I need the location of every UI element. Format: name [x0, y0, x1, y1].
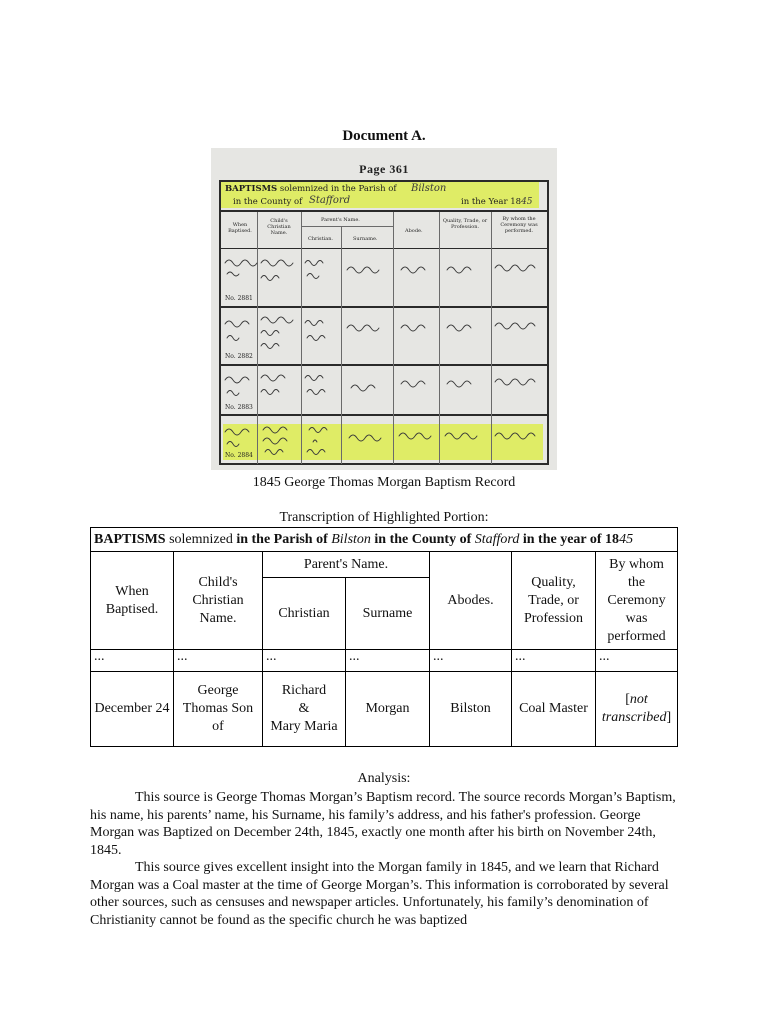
- scan-col-quality: Quality, Trade, or Profession.: [442, 218, 488, 230]
- scan-col-abode: Abode.: [405, 228, 423, 234]
- header-child-name: Child's Christian Name.: [174, 552, 263, 650]
- header-by-whom: By whom the Ceremony was performed: [596, 552, 678, 650]
- header-abodes: Abodes.: [430, 552, 512, 650]
- header-when-baptised: When Baptised.: [91, 552, 174, 650]
- scan-col-by-whom: By whom the Ceremony was performed.: [500, 216, 538, 234]
- row-by-whom: [not transcribed]: [596, 672, 678, 747]
- scan-county-handwriting: Stafford: [309, 195, 351, 206]
- transcription-heading: Transcription of Highlighted Portion:: [279, 510, 489, 525]
- scan-col-christian: Christian.: [308, 236, 333, 242]
- document-heading: Document A.: [342, 128, 426, 144]
- scan-col-surname: Surname.: [353, 236, 378, 242]
- header-christian: Christian: [263, 578, 346, 650]
- scan-page-label: Page 361: [359, 162, 409, 176]
- analysis-paragraph: This source is George Thomas Morgan’s Baptism record. The source records Morgan’s Baptism, his name, his parents’ name, his Surname, his family’s address, and his father's profession. George Morgan was Baptized on December 24th, 1845, exactly one month after his birth on November 24th, 1845.: [90, 790, 676, 858]
- row-quality: Coal Master: [512, 672, 596, 747]
- row-when: December 24: [91, 672, 174, 747]
- header-quality: Quality, Trade, or Profession: [512, 552, 596, 650]
- scan-entry-number: No. 2882: [225, 353, 253, 360]
- scan-handwriting-strokes: [211, 148, 557, 470]
- scan-entry-number: No. 2884: [225, 452, 253, 459]
- analysis-paragraph: This source gives excellent insight into the Morgan family in 1845, and we learn that Richard Morgan was a Coal master at the time of George Morgan’s. This information is corroborated by several other sources, such as censuses and newspaper articles. Unfortunately, his family’s denomination of Christianity cannot be found as the specific church he was baptized: [90, 860, 669, 928]
- scan-col-parents: Parent's Name.: [321, 217, 360, 223]
- scan-year-label: in the Year 1845: [461, 197, 533, 207]
- header-parents-name: Parent's Name.: [263, 552, 430, 578]
- transcription-title-row: BAPTISMS solemnized in the Parish of Bilston in the County of Stafford in the year of 1845: [91, 528, 678, 552]
- scan-header-line1: BAPTISMS solemnized in the Parish of: [225, 184, 397, 194]
- transcription-table: [90, 527, 678, 747]
- row-surname: Morgan: [346, 672, 430, 747]
- row-abode: Bilston: [430, 672, 512, 747]
- header-surname: Surname: [346, 578, 430, 650]
- baptism-register-scan: [211, 148, 557, 470]
- scan-county-label: in the County of: [233, 197, 303, 207]
- scan-entry-number: No. 2881: [225, 295, 253, 302]
- scan-parish-handwriting: Bilston: [411, 183, 447, 194]
- row-child-name: George Thomas Son of: [174, 672, 263, 747]
- ellipsis-row: ... ... ... ... ... ... ...: [91, 650, 678, 672]
- analysis-body: [90, 789, 678, 929]
- scan-col-child: Child's Christian Name.: [267, 218, 291, 236]
- scan-col-when: When Baptised.: [228, 222, 252, 234]
- morgan-record-row: [91, 672, 678, 747]
- scan-entry-number: No. 2883: [225, 404, 253, 411]
- image-caption: 1845 George Thomas Morgan Baptism Record: [252, 475, 516, 490]
- analysis-heading: Analysis:: [357, 771, 411, 786]
- row-christian: Richard & Mary Maria: [263, 672, 346, 747]
